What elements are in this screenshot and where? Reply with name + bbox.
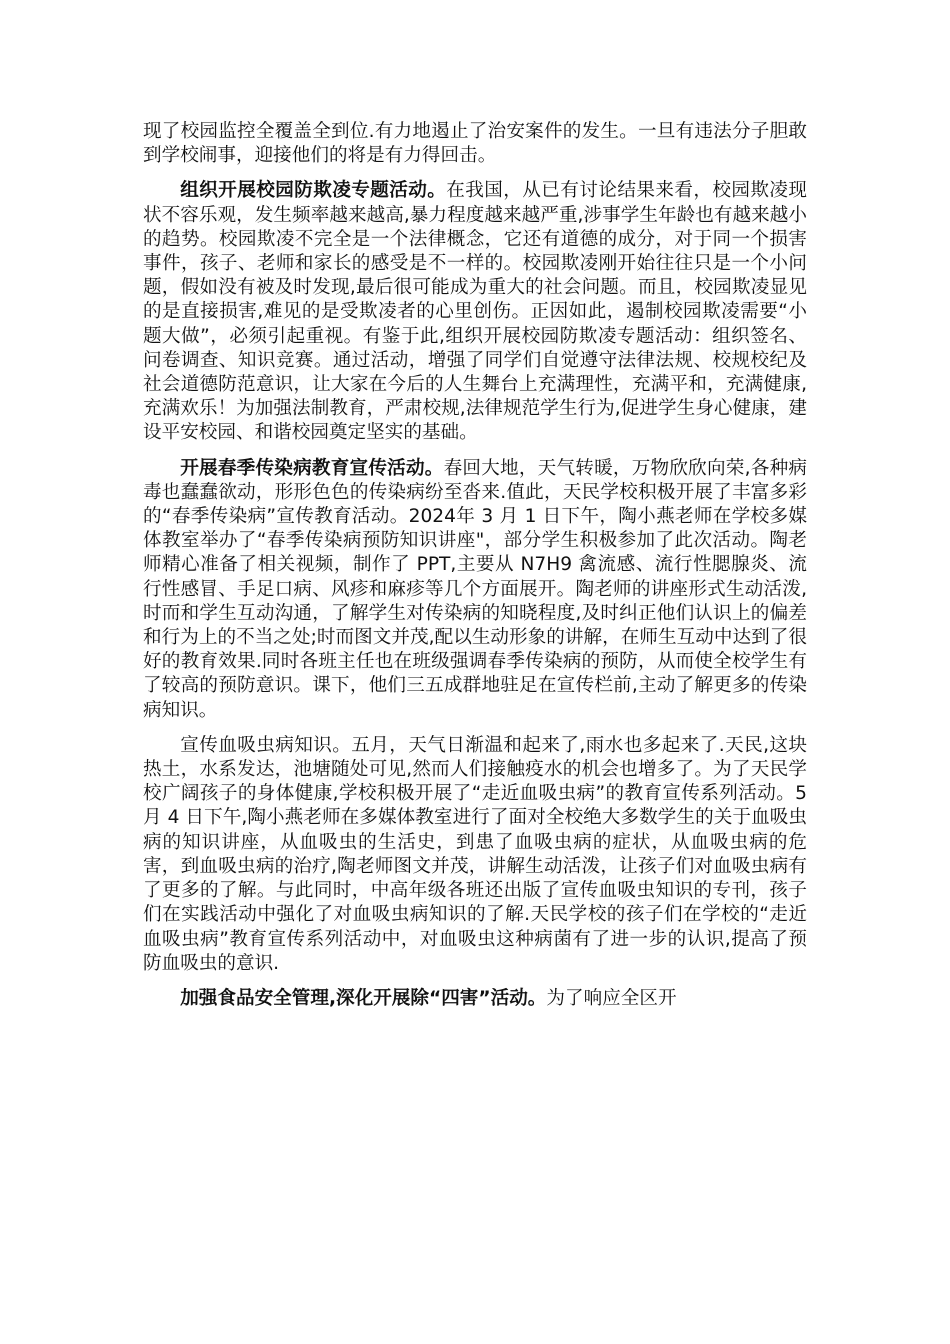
paragraph-anti-bullying-heading: 组织开展校园防欺凌专题活动。: [180, 180, 447, 202]
paragraph-1: [143, 120, 807, 168]
paragraph-anti-bullying-text: 在我国，从已有讨论结果来看，校园欺凌现状不容乐观，发生频率越来越高,暴力程度越来越严重,涉事学生年龄也有越来越小的趋势。校园欺凌不完全是一个法律概念，它还有道德的成分，对于同一个损害事件，孩子、老师和家长的感受是不一样的。校园欺凌刚开始往往只是一个小问题，假如没有被及时发现,最后很可能成为重大的社会问题。而且，校园欺凌显见的是直接损害,难见的是受欺凌者的心里创伤。正因如此，遏制校园欺凌需要“小题大做”，必须引起重视。有鉴于此,组织开展校园防欺凌专题活动：组织签名、问卷调查、知识竞赛。通过活动，增强了同学们自觉遵守法律法规、校规校纪及社会道德防范意识，让大家在今后的人生舞台上充满理性，充满平和，充满健康,充满欢乐！为加强法制教育，严肃校规,法律规范学生行为,促进学生身心健康，建设平安校园、和谐校园奠定坚实的基础。: [143, 180, 807, 444]
paragraph-spring-disease-heading: 开展春季传染病教育宣传活动。: [180, 457, 444, 479]
paragraph-food-safety-text: 为了响应全区开: [546, 987, 677, 1009]
paragraph-spring-disease: [143, 457, 807, 723]
paragraph-schistosomiasis: [143, 734, 807, 976]
paragraph-anti-bullying: [143, 179, 807, 445]
paragraph-schistosomiasis-text: 宣传血吸虫病知识。五月，天气日渐温和起来了,雨水也多起来了.天民,这块热土，水系发达，池塘随处可见,然而人们接触疫水的机会也增多了。为了天民学校广阔孩子的身体健康,学校积极开展了“走近血吸虫病”的教育宣传系列活动。5 月 4 日下午,陶小燕老师在多媒体教室进行了面对全校绝大多数学生的关于血吸虫病的知识讲座，从血吸虫的生活史，到患了血吸虫病的症状，从血吸虫病的危害，到血吸虫病的治疗,陶老师图文并茂，讲解生动活泼，让孩子们对血吸虫病有了更多的了解。与此同时，中高年级各班还出版了宣传血吸虫知识的专刊，孩子们在实践活动中强化了对血吸虫病知识的了解.天民学校的孩子们在学校的“走近血吸虫病”教育宣传系列活动中，对血吸虫这种病菌有了进一步的认识,提高了预防血吸虫的意识.: [143, 734, 807, 974]
paragraph-food-safety-heading: 加强食品安全管理,深化开展除“四害”活动。: [180, 987, 547, 1009]
paragraph-food-safety: [143, 987, 807, 1011]
paragraph-1-text: 现了校园监控全覆盖全到位.有力地遏止了治安案件的发生。一旦有违法分子胆敢到学校闹事，迎接他们的将是有力得回击。: [143, 121, 807, 167]
document-body: [143, 120, 807, 1022]
paragraph-spring-disease-text: 春回大地，天气转暖，万物欣欣向荣,各种病毒也蠢蠢欲动，形形色色的传染病纷至沓来.值此，天民学校积极开展了丰富多彩的“春季传染病”宣传教育活动。2024年 3 月 1 日下午，陶小燕老师在学校多媒体教室举办了“春季传染病预防知识讲座"，部分学生积极参加了此次活动。陶老师精心准备了相关视频，制作了 PPT,主要从 N7H9 禽流感、流行性腮腺炎、流行性感冒、手足口病、风疹和麻疹等几个方面展开。陶老师的讲座形式生动活泼,时而和学生互动沟通，了解学生对传染病的知晓程度,及时纠正他们认识上的偏差和行为上的不当之处;时而图文并茂,配以生动形象的讲解，在师生互动中达到了很好的教育效果.同时各班主任也在班级强调春季传染病的预防，从而使全校学生有了较高的预防意识。课下，他们三五成群地驻足在宣传栏前,主动了解更多的传染病知识。: [143, 457, 807, 721]
